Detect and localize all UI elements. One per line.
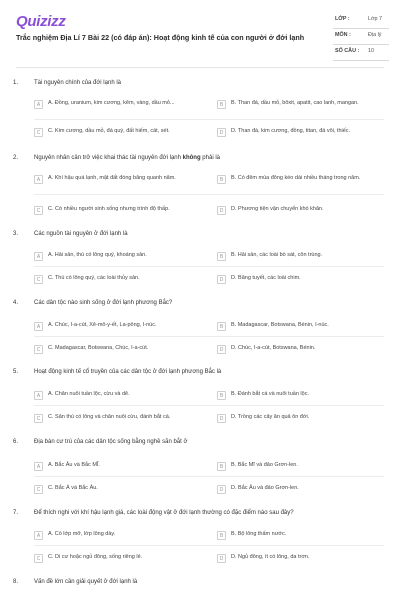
option-divider xyxy=(34,266,384,267)
option-text: B. Có đêm mùa đông kéo dài nhiều tháng trong năm. xyxy=(231,175,361,181)
option-text: D. Trồng các cây ăn quả ôn đới. xyxy=(231,414,310,420)
option-letter-box: A xyxy=(34,100,43,109)
option-text: C. Bắc Á và Bắc Âu. xyxy=(48,485,98,491)
option-d[interactable] xyxy=(217,274,383,291)
option-letter-box: D xyxy=(217,414,226,423)
option-letter-box: D xyxy=(217,485,226,494)
option-text: D. Băng tuyết, các loài chim. xyxy=(231,275,301,281)
option-divider xyxy=(34,194,384,195)
option-text: B. Hải sản, các loài bò sát, côn trùng. xyxy=(231,252,323,258)
option-text: D. Than đá, kim cương, đồng, titan, đá vôi, thiếc. xyxy=(231,128,351,134)
option-letter-box: B xyxy=(217,322,226,331)
option-d[interactable] xyxy=(217,553,383,570)
option-letter-box: A xyxy=(34,531,43,540)
worksheet-header xyxy=(0,0,400,68)
option-text: B. Madagascar, Botswana, Bénin, I-núc. xyxy=(231,322,329,328)
info-value: 10 xyxy=(368,48,374,54)
quizizz-logo[interactable]: Quizizz xyxy=(16,13,66,30)
question-number: 7. xyxy=(13,510,19,516)
option-text: C. Thú có lông quý, các loài thủy sản. xyxy=(48,275,140,281)
question-text: Hoạt động kinh tế cổ truyền của các dân tộc ở đới lạnh phương Bắc là xyxy=(34,369,222,375)
option-letter-box: C xyxy=(34,128,43,137)
option-letter-box: D xyxy=(217,206,226,215)
question-number: 1. xyxy=(13,80,19,86)
option-text: A. Khí hậu quá lạnh, mặt đất đóng băng quanh năm. xyxy=(48,175,176,181)
info-value: Lớp 7 xyxy=(368,16,383,22)
option-letter-box: C xyxy=(34,554,43,563)
info-panel xyxy=(333,13,389,61)
info-label: SỐ CÂU : xyxy=(335,48,360,54)
option-divider xyxy=(34,405,384,406)
option-c[interactable] xyxy=(34,205,204,222)
option-letter-box: C xyxy=(34,414,43,423)
option-letter-box: C xyxy=(34,345,43,354)
question-text-part: phải là xyxy=(200,155,220,161)
option-text: D. Ngủ đông, ít có lông, da trơn. xyxy=(231,554,310,560)
option-text: A. Chăn nuôi tuần lộc, cừu và dê. xyxy=(48,391,130,397)
question-number: 5. xyxy=(13,369,19,375)
option-c[interactable] xyxy=(34,484,204,501)
option-c[interactable] xyxy=(34,127,204,144)
question-text: Địa bàn cư trú của các dân tộc sống bằng nghề săn bắt ở xyxy=(34,439,188,445)
option-letter-box: D xyxy=(217,275,226,284)
question-text: Tài nguyên chính của đới lạnh là xyxy=(34,80,121,86)
option-letter-box: B xyxy=(217,462,226,471)
question-text: Các dân tộc nào sinh sống ở đới lạnh phương Bắc? xyxy=(34,300,173,306)
option-divider xyxy=(34,545,384,546)
option-text: B. Đánh bắt cá và nuôi tuần lộc. xyxy=(231,391,309,397)
option-text: C. Di cư hoặc ngủ đông, sống riêng lẻ. xyxy=(48,554,143,560)
info-row-class xyxy=(333,13,389,29)
question-text: Vấn đề lớn cần giải quyết ở đới lạnh là xyxy=(34,579,138,585)
option-letter-box: B xyxy=(217,391,226,400)
question-number: 6. xyxy=(13,439,19,445)
option-text: C. Madagascar, Botswana, Chúc, I-a-cút. xyxy=(48,345,149,351)
option-divider xyxy=(34,336,384,337)
option-d[interactable] xyxy=(217,344,383,361)
option-text: D. Bắc Âu và đảo Grơn-len. xyxy=(231,485,299,491)
option-divider xyxy=(34,476,384,477)
option-a[interactable] xyxy=(34,99,204,116)
option-letter-box: A xyxy=(34,322,43,331)
question-text: Các nguồn tài nguyên ở đới lạnh là xyxy=(34,231,128,237)
option-text: A. Hải sản, thú có lông quý, khoáng sản. xyxy=(48,252,147,258)
option-c[interactable] xyxy=(34,344,204,361)
option-c[interactable] xyxy=(34,413,204,430)
option-b[interactable] xyxy=(217,99,383,116)
question-number: 4. xyxy=(13,300,19,306)
option-letter-box: A xyxy=(34,462,43,471)
option-letter-box: D xyxy=(217,554,226,563)
option-d[interactable] xyxy=(217,484,383,501)
question-number: 2. xyxy=(13,155,19,161)
option-letter-box: B xyxy=(217,100,226,109)
option-divider xyxy=(34,119,384,120)
info-value: Địa lý xyxy=(368,32,382,38)
option-letter-box: D xyxy=(217,128,226,137)
option-text: C. Kim cương, dầu mỏ, đá quý, đất hiếm, cát, sét. xyxy=(48,128,170,134)
option-letter-box: A xyxy=(34,391,43,400)
header-divider xyxy=(16,67,384,68)
option-text: D. Phương tiện vận chuyển khó khăn. xyxy=(231,206,324,212)
option-letter-box: D xyxy=(217,345,226,354)
option-c[interactable] xyxy=(34,274,204,291)
question-number: 3. xyxy=(13,231,19,237)
option-letter-box: C xyxy=(34,275,43,284)
question-text xyxy=(34,155,374,161)
question-text: Để thích nghi với khí hậu lạnh giá, các loài động vật ở đới lạnh thường có đặc điểm nào sau đây? xyxy=(34,510,294,516)
option-text: D. Chúc, I-a-cút, Botswana, Bénin. xyxy=(231,345,316,351)
info-label: MÔN : xyxy=(335,32,351,38)
option-letter-box: A xyxy=(34,175,43,184)
option-d[interactable] xyxy=(217,413,383,430)
worksheet-title: Trắc nghiệm Địa Lí 7 Bài 22 (có đáp án): Hoạt động kinh tế của con người ở đới lạnh xyxy=(16,33,305,42)
option-letter-box: C xyxy=(34,206,43,215)
option-letter-box: C xyxy=(34,485,43,494)
question-text-emphasis: không xyxy=(182,155,201,161)
option-letter-box: B xyxy=(217,252,226,261)
option-b[interactable] xyxy=(217,174,383,191)
option-text: A. Bắc Âu và Bắc MĨ. xyxy=(48,462,100,468)
option-a[interactable] xyxy=(34,174,204,191)
question-text-part: Nguyên nhân cản trở việc khai thác tài nguyên đới lạnh xyxy=(34,155,183,161)
info-row-count xyxy=(333,45,389,61)
info-row-subject xyxy=(333,29,389,45)
option-text: B. Bộ lông thấm nước. xyxy=(231,531,287,537)
option-letter-box: A xyxy=(34,252,43,261)
option-text: C. Săn thú có lông và chăn nuôi cừu, đánh bắt cá. xyxy=(48,414,171,420)
info-label: LỚP : xyxy=(335,16,350,22)
option-letter-box: B xyxy=(217,531,226,540)
option-text: B. Than đá, dầu mỏ, bôxit, apatit, cao lanh, mangan. xyxy=(231,100,359,106)
option-c[interactable] xyxy=(34,553,204,570)
option-letter-box: B xyxy=(217,175,226,184)
option-d[interactable] xyxy=(217,127,383,144)
option-text: A. Đồng, uranium, kim cương, kẽm, vàng, dầu mỏ... xyxy=(48,100,175,106)
option-text: B. Bắc Mĩ và đảo Grơn-len. xyxy=(231,462,298,468)
option-text: A. Chúc, I-a-cút, Xê-mô-y-ết, La-pông, I-núc. xyxy=(48,322,157,328)
option-text: C. Có nhiều người sinh sống nhưng trình độ thấp. xyxy=(48,206,170,212)
question-number: 8. xyxy=(13,579,19,585)
option-text: A. Có lớp mỡ, lớp lông dày. xyxy=(48,531,116,537)
option-d[interactable] xyxy=(217,205,383,222)
